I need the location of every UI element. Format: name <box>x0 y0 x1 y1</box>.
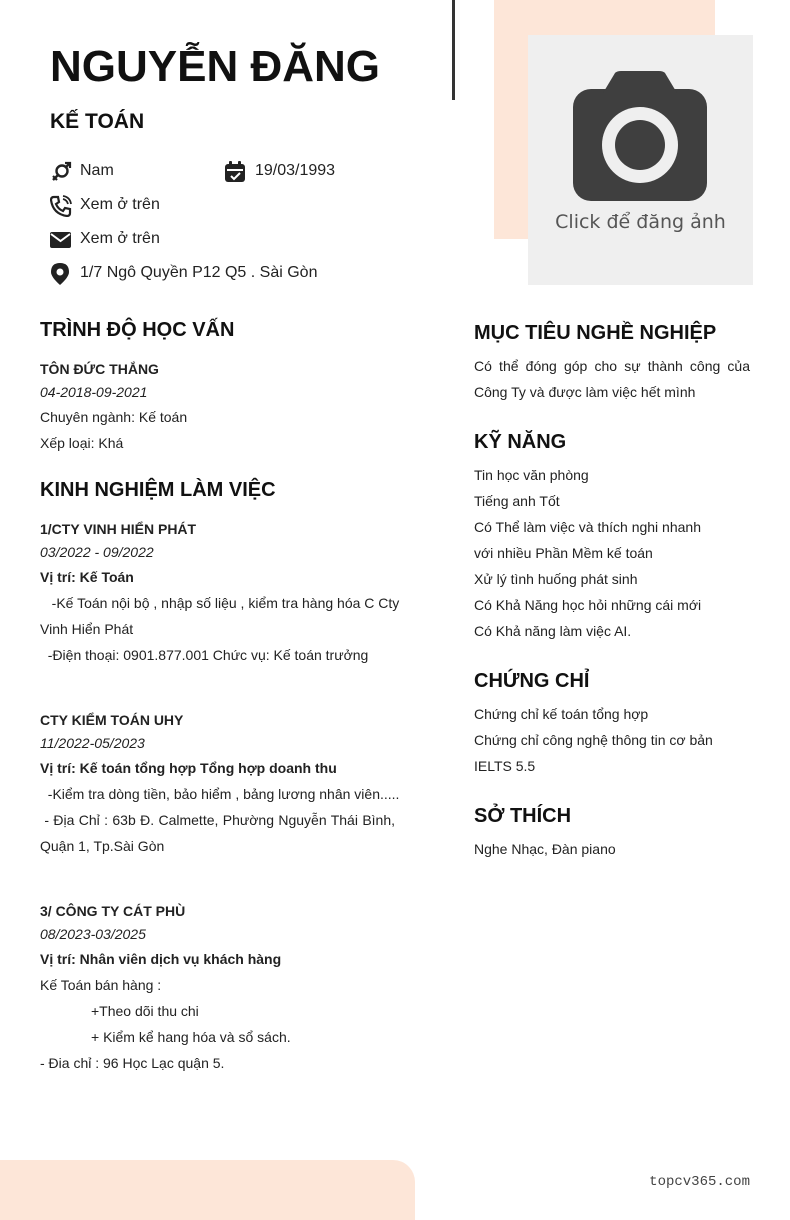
certificates-heading: CHỨNG CHỈ <box>474 670 590 692</box>
decor-peach-footer <box>0 1160 415 1220</box>
skills-heading: KỸ NĂNG <box>474 431 567 453</box>
job-3-company: 3/ CÔNG TY CÁT PHÙ <box>40 903 186 919</box>
job-3-position: Vị trí: Nhân viên dịch vụ khách hàng <box>40 951 282 967</box>
job-2-position: Vị trí: Kế toán tổng hợp Tổng hợp doanh thu <box>40 760 337 776</box>
certificate-item: Chứng chỉ kế toán tổng hợp <box>474 706 649 722</box>
decor-vertical-line <box>452 0 455 100</box>
birthdate-value: 19/03/1993 <box>255 162 336 179</box>
calendar-icon <box>224 161 246 183</box>
job-2-period: 11/2022-05/2023 <box>40 735 145 751</box>
hobbies-text: Nghe Nhạc, Đàn piano <box>474 841 616 857</box>
objective-text: Có thể đóng góp cho sự thành công của Công Ty và được làm việc hết mình <box>474 358 750 400</box>
experience-heading: KINH NGHIỆM LÀM VIỆC <box>40 479 276 501</box>
certificate-item: IELTS 5.5 <box>474 758 536 774</box>
job-2-desc-2: - Địa Chỉ : 63b Đ. Calmette, Phường Nguyễn Thái Bình, Quận 1, Tp.Sài Gòn <box>40 812 399 854</box>
camera-icon <box>573 71 707 201</box>
job-3-desc-3: + Kiểm kể hang hóa và sổ sách. <box>91 1029 291 1045</box>
skill-item: Có Khả năng làm việc AI. <box>474 623 632 639</box>
phone-value: Xem ở trên <box>80 196 160 213</box>
job-3-desc-4: - Đia chỉ : 96 Học Lạc quận 5. <box>40 1055 225 1071</box>
job-1-position: Vị trí: Kế Toán <box>40 569 134 585</box>
candidate-name: NGUYỄN ĐĂNG <box>50 42 381 91</box>
education-heading: TRÌNH ĐỘ HỌC VẤN <box>40 319 235 341</box>
photo-upload[interactable] <box>528 35 753 285</box>
job-2-company: CTY KIỂM TOÁN UHY <box>40 712 184 728</box>
email-value: Xem ở trên <box>80 230 160 247</box>
job-3-desc-2: +Theo dõi thu chi <box>91 1003 199 1019</box>
certificate-item: Chứng chỉ công nghệ thông tin cơ bản <box>474 732 713 748</box>
gender-value: Nam <box>80 162 114 179</box>
skill-item: Có Khả Năng học hỏi những cái mới <box>474 597 702 613</box>
location-icon <box>50 263 72 285</box>
photo-caption: Click để đăng ảnh <box>555 211 726 233</box>
education-school: TÔN ĐỨC THẮNG <box>40 361 159 377</box>
education-period: 04-2018-09-2021 <box>40 384 148 400</box>
job-1-desc-1: -Kế Toán nội bộ , nhập số liệu , kiểm tra hàng hóa C Cty Vinh Hiển Phát <box>40 595 404 637</box>
email-icon <box>50 229 72 251</box>
job-1-company: 1/CTY VINH HIỂN PHÁT <box>40 521 197 537</box>
education-grade: Xếp loại: Khá <box>40 435 124 451</box>
objective-heading: MỤC TIÊU NGHỀ NGHIỆP <box>474 322 717 344</box>
job-3-desc-1: Kế Toán bán hàng : <box>40 977 162 993</box>
job-1-desc-2: -Điện thoại: 0901.877.001 Chức vụ: Kế toán trưởng <box>40 647 369 663</box>
education-major: Chuyên ngành: Kế toán <box>40 409 188 425</box>
skill-item: Tiếng anh Tốt <box>474 493 560 509</box>
job-title: KẾ TOÁN <box>50 110 145 133</box>
job-3-period: 08/2023-03/2025 <box>40 926 146 942</box>
job-2-desc-1: -Kiểm tra dòng tiền, bảo hiểm , bảng lương nhân viên..... <box>40 786 400 802</box>
hobbies-heading: SỞ THÍCH <box>474 805 572 827</box>
skill-item: Tin học văn phòng <box>474 467 589 483</box>
skill-item: Xử lý tình huống phát sinh <box>474 571 638 587</box>
address-value: 1/7 Ngô Quyền P12 Q5 . Sài Gòn <box>80 264 318 281</box>
job-1-period: 03/2022 - 09/2022 <box>40 544 154 560</box>
phone-icon <box>50 195 72 217</box>
watermark: topcv365.com <box>649 1174 750 1190</box>
gender-icon <box>50 161 72 183</box>
skill-item: Có Thể làm việc và thích nghi nhanh với nhiều Phần Mềm kế toán <box>474 519 701 561</box>
